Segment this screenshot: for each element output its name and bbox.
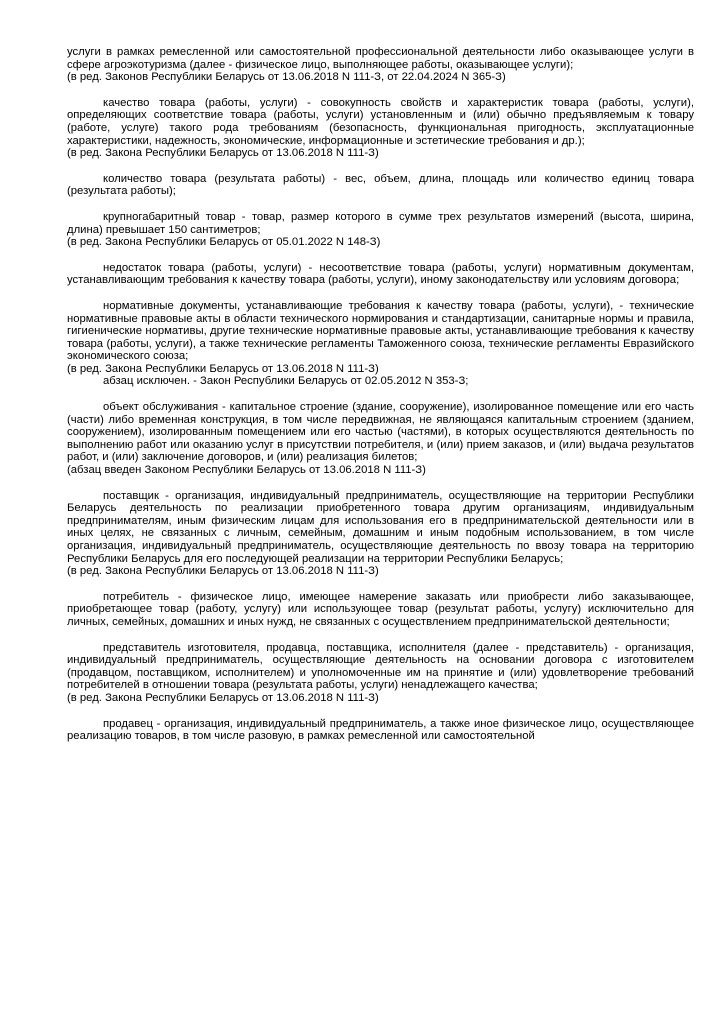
amendment-note: (в ред. Закона Республики Беларусь от 13.06.2018 N 111-З) (67, 147, 379, 160)
paragraph-text: услуги в рамках ремесленной или самостоятельной профессиональной деятельности либо оказывающее услуги в сфере агроэкотуризма (далее - физическое лицо, выполняющее работы, оказывающее услуги); (67, 46, 694, 71)
paragraph-representative (67, 642, 694, 705)
paragraph-text: количество товара (результата работы) - вес, объем, длина, площадь или количество единиц товара (результата работы); (67, 172, 694, 198)
paragraph-text: представитель изготовителя, продавца, поставщика, исполнителя (далее - представитель) - организация, индивидуальный предприниматель, осуществляющие деятельность на основании договора с изготовителем (продавцом, поставщиком, исполнителем) и уполномоченные им на принятие и (или) удовлетворение требований потребителей в отношении товара (результата работы, услуги) ненадлежащего качества; (67, 641, 694, 692)
paragraph-quantity (67, 173, 694, 198)
amendment-note: (в ред. Закона Республики Беларусь от 13.06.2018 N 111-З) (67, 565, 379, 578)
paragraph-text: абзац исключен. - Закон Республики Беларусь от 02.05.2012 N 353-З; (103, 375, 469, 388)
amendment-note: (в ред. Закона Республики Беларусь от 13.06.2018 N 111-З) (67, 691, 379, 704)
paragraph-seller (67, 718, 694, 743)
paragraph-text: недостаток товара (работы, услуги) - несоответствие товара (работы, услуги) нормативным документам, устанавливающим требования к качеству товара (работы, услуги), иному законодательству или условиям договора; (67, 261, 694, 287)
paragraph-text: поставщик - организация, индивидуальный предприниматель, осуществляющие на территории Республики Беларусь деятельность по реализации приобретенного товара другим организациям, индивидуальным предпринимателям, иным физическим лицам для использования его в предпринимательской деятельности или в иных целях, не связанных с личным, семейным, домашним и иным подобным использованием, в том числе организация, индивидуальный предприниматель, осуществляющие деятельность по ввозу товара на территорию Республики Беларусь для его последующей реализации на территории Республики Беларусь; (67, 489, 694, 565)
amendment-note: (в ред. Закона Республики Беларусь от 13.06.2018 N 111-З) (67, 362, 379, 375)
paragraph-text: объект обслуживания - капитальное строение (здание, сооружение), изолированное помещение или его часть (части) либо временная конструкция, в том числе передвижная, не являющаяся капитальным строением (зданием, сооружением), изолированным помещением или его частью (частями), в которых осуществляются деятельность по выполнению работ или оказанию услуг в присутствии потребителя, и (или) прием заказов, и (или) выдача результатов работ, и (или) заключение договоров, и (или) реализация билетов; (67, 401, 694, 464)
amendment-note: (в ред. Закона Республики Беларусь от 05.01.2022 N 148-З) (67, 236, 381, 249)
paragraph-0 (67, 46, 694, 84)
paragraph-text: крупногабаритный товар - товар, размер которого в сумме трех результатов измерений (высота, ширина, длина) превышает 150 сантиметров; (67, 210, 694, 236)
paragraph-text: нормативные документы, устанавливающие требования к качеству товара (работы, услуги), - технические нормативные правовые акты в области технического нормирования и стандартизации, санитарные нормы и правила, гигиенические нормативы, другие технические нормативные правовые акты, устанавливающие требования к качеству товара (работы, услуги), а также технические регламенты Таможенного союза, технические регламенты Евразийского экономического союза; (67, 299, 694, 363)
paragraph-service-object (67, 401, 694, 477)
paragraph-consumer (67, 591, 694, 629)
paragraph-text: качество товара (работы, услуги) - совокупность свойств и характеристик товара (работы, услуги), определяющих соответствие товара (работы, услуги) установленным и (или) обычно предъявляемым к товару (работе, услуге) такого рода требованиям (безопасность, функциональная пригодность, эксплуатационные характеристики, надежность, экономические, информационные и эстетические требования и др.); (67, 96, 694, 147)
amendment-note: (в ред. Законов Республики Беларусь от 13.06.2018 N 111-З, от 22.04.2024 N 365-З) (67, 71, 506, 84)
paragraph-defect (67, 262, 694, 287)
paragraph-bulky-goods (67, 211, 694, 249)
paragraph-supplier (67, 490, 694, 578)
amendment-note: (абзац введен Законом Республики Беларусь от 13.06.2018 N 111-З) (67, 464, 426, 477)
paragraph-normative-docs (67, 300, 694, 376)
paragraph-quality (67, 97, 694, 160)
paragraph-text: потребитель - физическое лицо, имеющее намерение заказать или приобрести либо заказывающее, приобретающее товар (работу, услугу) или использующее товар (результат работы, услугу) исключительно для личных, семейных, домашних и иных нужд, не связанных с осуществлением предпринимательской деятельности; (67, 590, 694, 628)
paragraph-text: продавец - организация, индивидуальный предприниматель, а также иное физическое лицо, осуществляющее реализацию товаров, в том числе разовую, в рамках ремесленной или самостоятельной (67, 717, 694, 743)
paragraph-excluded (67, 375, 694, 388)
